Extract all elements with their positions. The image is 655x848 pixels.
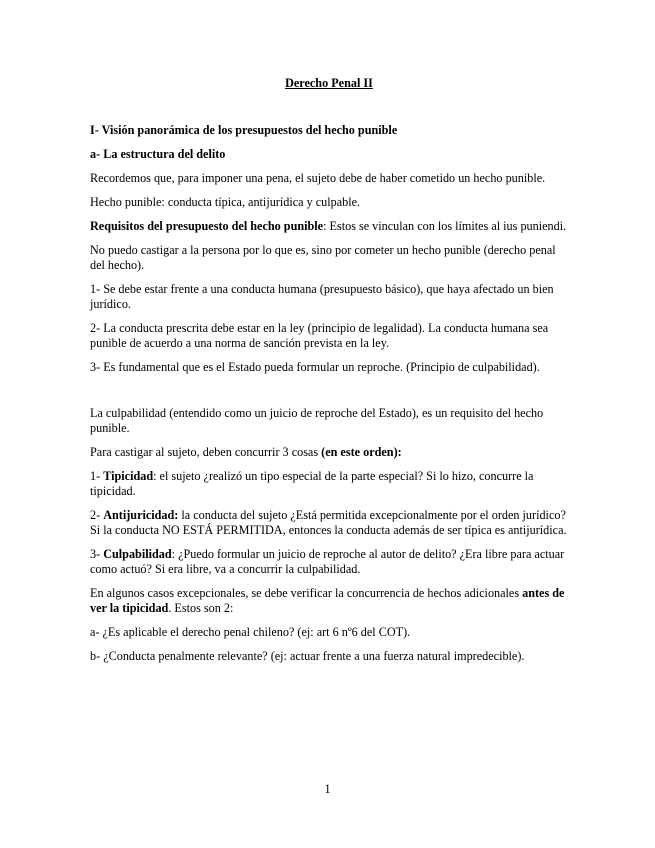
paragraph: Recordemos que, para imponer una pena, el sujeto debe de haber cometido un hecho punible. [90,171,546,185]
subsection-heading: a- La estructura del delito [90,147,226,161]
paragraph [90,219,568,234]
list-number: 2- [90,508,104,522]
paragraph-text: la conducta del sujeto ¿Está permitida excepcionalmente por el orden jurídico? Si la conducta NO ESTÁ PERMITIDA, entonces la conducta además de ser típica es antijurídica. [90,508,567,537]
paragraph: Hecho punible: conducta típica, antijurídica y culpable. [90,195,361,209]
page-content [90,76,568,673]
paragraph-text: En algunos casos excepcionales, se debe verificar la concurrencia de hechos adicionales [90,586,523,600]
paragraph-text: Para castigar al sujeto, deben concurrir 3 cosas [90,445,322,459]
spacer [90,384,568,406]
paragraph [90,445,568,460]
paragraph: 3- Es fundamental que es el Estado pueda formular un reproche. (Principio de culpabilidad). [90,360,540,374]
paragraph: No puedo castigar a la persona por lo que es, sino por cometer un hecho punible (derecho penal del hecho). [90,243,556,272]
document-title: Derecho Penal II [285,76,373,90]
bold-term: Antijuricidad: [103,508,179,522]
paragraph-text: . Estos son 2: [168,601,234,615]
list-number: 1- [90,469,104,483]
paragraph: 2- La conducta prescrita debe estar en la ley (principio de legalidad). La conducta humana sea punible de acuerdo a una norma de sanción prevista en la ley. [90,321,549,350]
paragraph: b- ¿Conducta penalmente relevante? (ej: actuar frente a una fuerza natural impredecible). [90,649,525,663]
paragraph-text: : el sujeto ¿realizó un tipo especial de la parte especial? Si lo hizo, concurre la tipicidad. [90,469,534,498]
paragraph [90,547,568,577]
bold-term: Requisitos del presupuesto del hecho punible [90,219,324,233]
bold-term: (en este orden): [321,445,402,459]
paragraph-text: : ¿Puedo formular un juicio de reproche al autor de delito? ¿Era libre para actuar como actuó? Si era libre, va a concurrir la culpabilidad. [90,547,565,576]
bold-term: antes de ver la tipicidad [90,586,565,615]
list-number: 3- [90,547,104,561]
paragraph-text: : Estos se vinculan con los límites al ius puniendi. [323,219,567,233]
section-heading: I- Visión panorámica de los presupuestos del hecho punible [90,123,398,137]
paragraph: La culpabilidad (entendido como un juicio de reproche del Estado), es un requisito del hecho punible. [90,406,544,435]
paragraph [90,469,568,499]
bold-term: Tipicidad [103,469,154,483]
paragraph: a- ¿Es aplicable el derecho penal chileno? (ej: art 6 nº6 del COT). [90,625,411,639]
paragraph [90,508,568,538]
bold-term: Culpabilidad [103,547,172,561]
paragraph: 1- Se debe estar frente a una conducta humana (presupuesto básico), que haya afectado un bien jurídico. [90,282,554,311]
paragraph [90,586,568,616]
page-number: 1 [324,782,331,796]
